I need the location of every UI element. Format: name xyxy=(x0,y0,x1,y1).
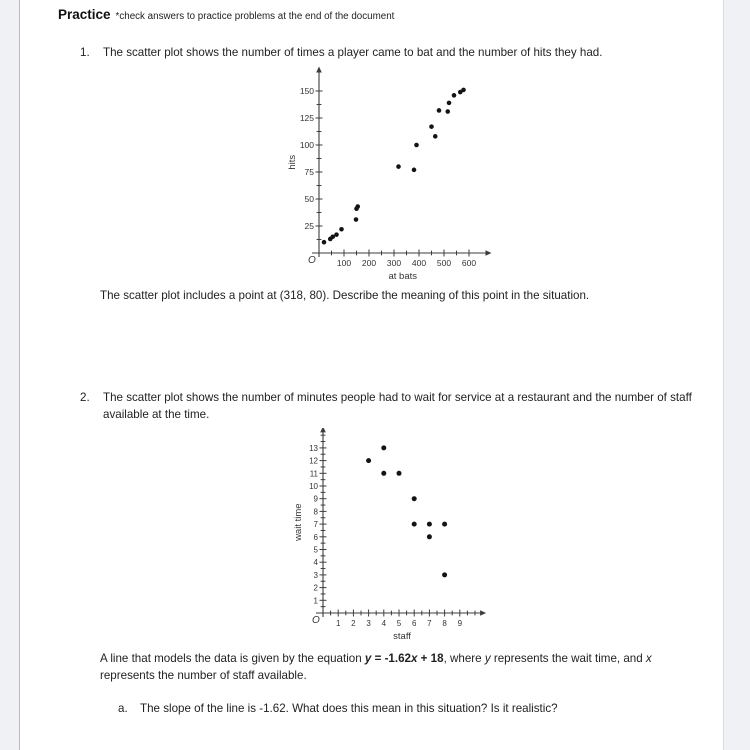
origin-label: O xyxy=(308,255,316,266)
y-tick-label: 1 xyxy=(313,596,318,606)
x-tick-label: 4 xyxy=(381,619,387,628)
practice-header xyxy=(58,6,394,24)
x-tick-label: 7 xyxy=(427,619,432,628)
x-tick-label: 8 xyxy=(442,619,447,628)
y-tick-label: 2 xyxy=(313,583,318,593)
question-2a-label: a. xyxy=(118,702,128,715)
data-point xyxy=(429,124,434,129)
y-tick-label: 3 xyxy=(313,570,318,580)
chart-canvas xyxy=(293,428,498,643)
x-tick-label: 500 xyxy=(436,258,452,268)
x-axis-arrow-icon xyxy=(480,610,486,616)
x-tick-label: 9 xyxy=(457,619,463,628)
question-2-number: 2. xyxy=(80,391,90,404)
x-axis-title: at bats xyxy=(388,271,418,282)
data-point xyxy=(354,217,359,222)
data-point xyxy=(397,471,402,476)
y-axis-arrow-icon xyxy=(316,67,322,73)
data-point xyxy=(447,101,452,106)
x-tick-label: 3 xyxy=(366,619,371,628)
data-point xyxy=(355,204,360,209)
question-2a xyxy=(118,700,698,717)
data-point xyxy=(442,522,447,527)
y-tick-label: 150 xyxy=(299,86,314,96)
question-1-text: The scatter plot shows the number of times a player came to bat and the number of hits they had. xyxy=(103,46,603,59)
y-tick-label: 50 xyxy=(304,194,314,204)
practice-title: Practice xyxy=(58,7,111,22)
y-tick-label: 75 xyxy=(304,167,314,177)
x-tick-label: 1 xyxy=(335,619,341,628)
y-axis-title: wait time xyxy=(293,503,304,541)
x-tick-label: 6 xyxy=(411,619,417,628)
page-margin-right xyxy=(723,0,750,750)
x-axis-arrow-icon xyxy=(486,250,492,256)
x-axis-title: staff xyxy=(393,631,411,642)
data-point xyxy=(414,143,419,148)
data-point xyxy=(437,108,442,113)
text-segment: A line that models the data is given by the equation xyxy=(100,652,365,665)
question-2a-text: The slope of the line is -1.62. What does this mean in this situation? Is it realistic? xyxy=(140,702,558,715)
data-point xyxy=(445,109,450,114)
data-point xyxy=(427,534,432,539)
data-point xyxy=(381,445,386,450)
x-tick-label: 600 xyxy=(461,258,477,268)
y-tick-label: 125 xyxy=(299,113,314,123)
text-segment: x xyxy=(645,652,652,665)
chart-canvas xyxy=(287,62,492,287)
data-point xyxy=(339,227,344,232)
x-tick-label: 2 xyxy=(351,619,356,628)
text-segment: = -1.62 xyxy=(371,652,411,665)
y-tick-label: 4 xyxy=(313,558,318,568)
equation-paragraph xyxy=(100,650,706,684)
text-segment: represents the wait time, and xyxy=(490,652,646,665)
y-tick-label: 10 xyxy=(309,482,318,491)
text-segment: , where xyxy=(443,652,485,665)
question-2-text: The scatter plot shows the number of minutes people had to wait for service at a restaurant and the number of staff available at the time. xyxy=(103,391,692,421)
origin-label: O xyxy=(312,615,320,626)
y-tick-label: 11 xyxy=(309,469,318,479)
y-tick-label: 8 xyxy=(313,507,318,517)
y-axis-arrow-icon xyxy=(320,428,326,432)
practice-note: *check answers to practice problems at the end of the document xyxy=(115,11,395,22)
question-1-followup: The scatter plot includes a point at (318, 80). Describe the meaning of this point in the situation. xyxy=(100,289,590,302)
y-tick-label: 25 xyxy=(304,221,314,231)
data-point xyxy=(412,168,417,173)
y-tick-label: 7 xyxy=(313,520,318,530)
x-tick-label: 400 xyxy=(411,258,427,268)
x-tick-label: 5 xyxy=(396,619,402,628)
page-margin-left xyxy=(0,0,20,750)
data-point xyxy=(396,164,401,169)
question-2 xyxy=(80,389,702,423)
x-tick-label: 100 xyxy=(336,258,352,268)
x-tick-label: 200 xyxy=(361,258,377,268)
y-tick-label: 9 xyxy=(313,494,318,504)
question-1 xyxy=(80,44,700,61)
scatter-plot-wait-time-vs-staff xyxy=(293,428,498,643)
y-tick-label: 12 xyxy=(309,456,318,466)
text-segment: y xyxy=(364,652,372,665)
text-segment: represents the number of staff available. xyxy=(100,669,307,682)
question-1-number: 1. xyxy=(80,46,90,59)
data-point xyxy=(366,458,371,463)
data-point xyxy=(381,471,386,476)
text-segment: x xyxy=(411,652,418,665)
x-tick-label: 300 xyxy=(386,258,402,268)
data-point xyxy=(427,522,432,527)
data-point xyxy=(412,496,417,501)
scatter-plot-hits-vs-at-bats xyxy=(287,62,492,287)
data-point xyxy=(433,134,438,139)
y-tick-label: 6 xyxy=(313,532,318,542)
y-axis-title: hits xyxy=(287,154,298,170)
data-point xyxy=(442,572,447,577)
data-point xyxy=(452,93,457,98)
data-point xyxy=(322,240,327,245)
text-segment: + 18 xyxy=(417,652,444,665)
y-tick-label: 13 xyxy=(309,443,318,453)
text-segment: y xyxy=(484,652,491,665)
y-tick-label: 100 xyxy=(299,140,314,150)
data-point xyxy=(461,88,466,93)
data-point xyxy=(412,522,417,527)
y-tick-label: 5 xyxy=(313,545,318,555)
data-point xyxy=(334,232,339,237)
